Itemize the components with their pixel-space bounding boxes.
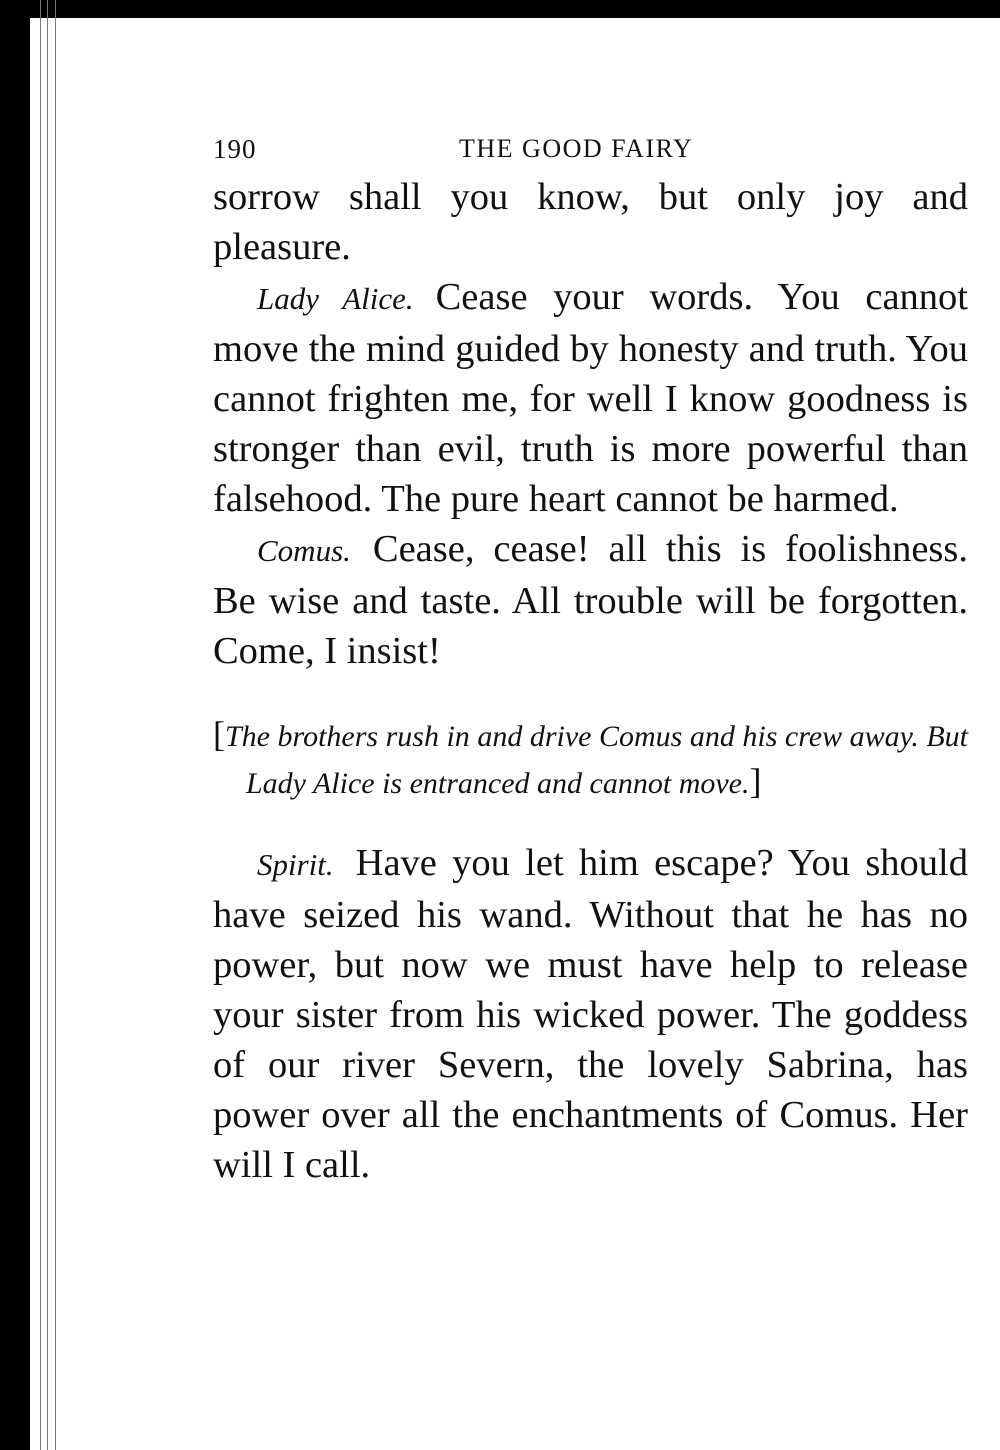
speech-comus xyxy=(213,524,968,676)
close-bracket: ] xyxy=(749,761,762,801)
binding-line xyxy=(40,0,41,1450)
stage-direction-text: The brothers rush in and drive Comus and his crew away. But Lady Alice is entranced and cannot move. xyxy=(225,720,968,800)
page-number: 190 xyxy=(213,134,257,164)
binding-line xyxy=(47,0,48,1450)
speech-spirit xyxy=(213,838,968,1190)
binding-line xyxy=(55,0,56,1450)
continuation-paragraph: sorrow shall you know, but only joy and pleasure. xyxy=(213,176,968,268)
speech-text: Have you let him escape? You should have seized his wand. Without that he has no power, but now we must have help to release your sister from his wicked power. The goddess of our river Severn, the lovely Sabrina, has power over all the enchantments of Comus. Her will I call. xyxy=(213,842,968,1186)
speaker-name: Spirit. xyxy=(257,847,334,882)
book-page xyxy=(213,128,968,1190)
open-bracket: [ xyxy=(213,714,225,754)
speaker-name: Comus. xyxy=(257,533,351,568)
speech-text: Cease your words. You cannot move the mind guided by honesty and truth. You cannot frighten me, for well I know goodness is stronger than evil, truth is more powerful than falsehood. The pure heart cannot be harmed. xyxy=(213,276,968,520)
scan-top-border xyxy=(0,0,1000,18)
running-title: THE GOOD FAIRY xyxy=(459,134,694,163)
speech-lady-alice xyxy=(213,272,968,524)
running-head xyxy=(213,128,968,172)
speech-text: Cease, cease! all this is foolishness. Be wise and taste. All trouble will be forgotten. Come, I insist! xyxy=(213,528,968,672)
scan-binding-shadow xyxy=(0,0,30,1450)
speaker-name: Lady Alice. xyxy=(257,281,414,316)
stage-direction xyxy=(213,712,968,806)
